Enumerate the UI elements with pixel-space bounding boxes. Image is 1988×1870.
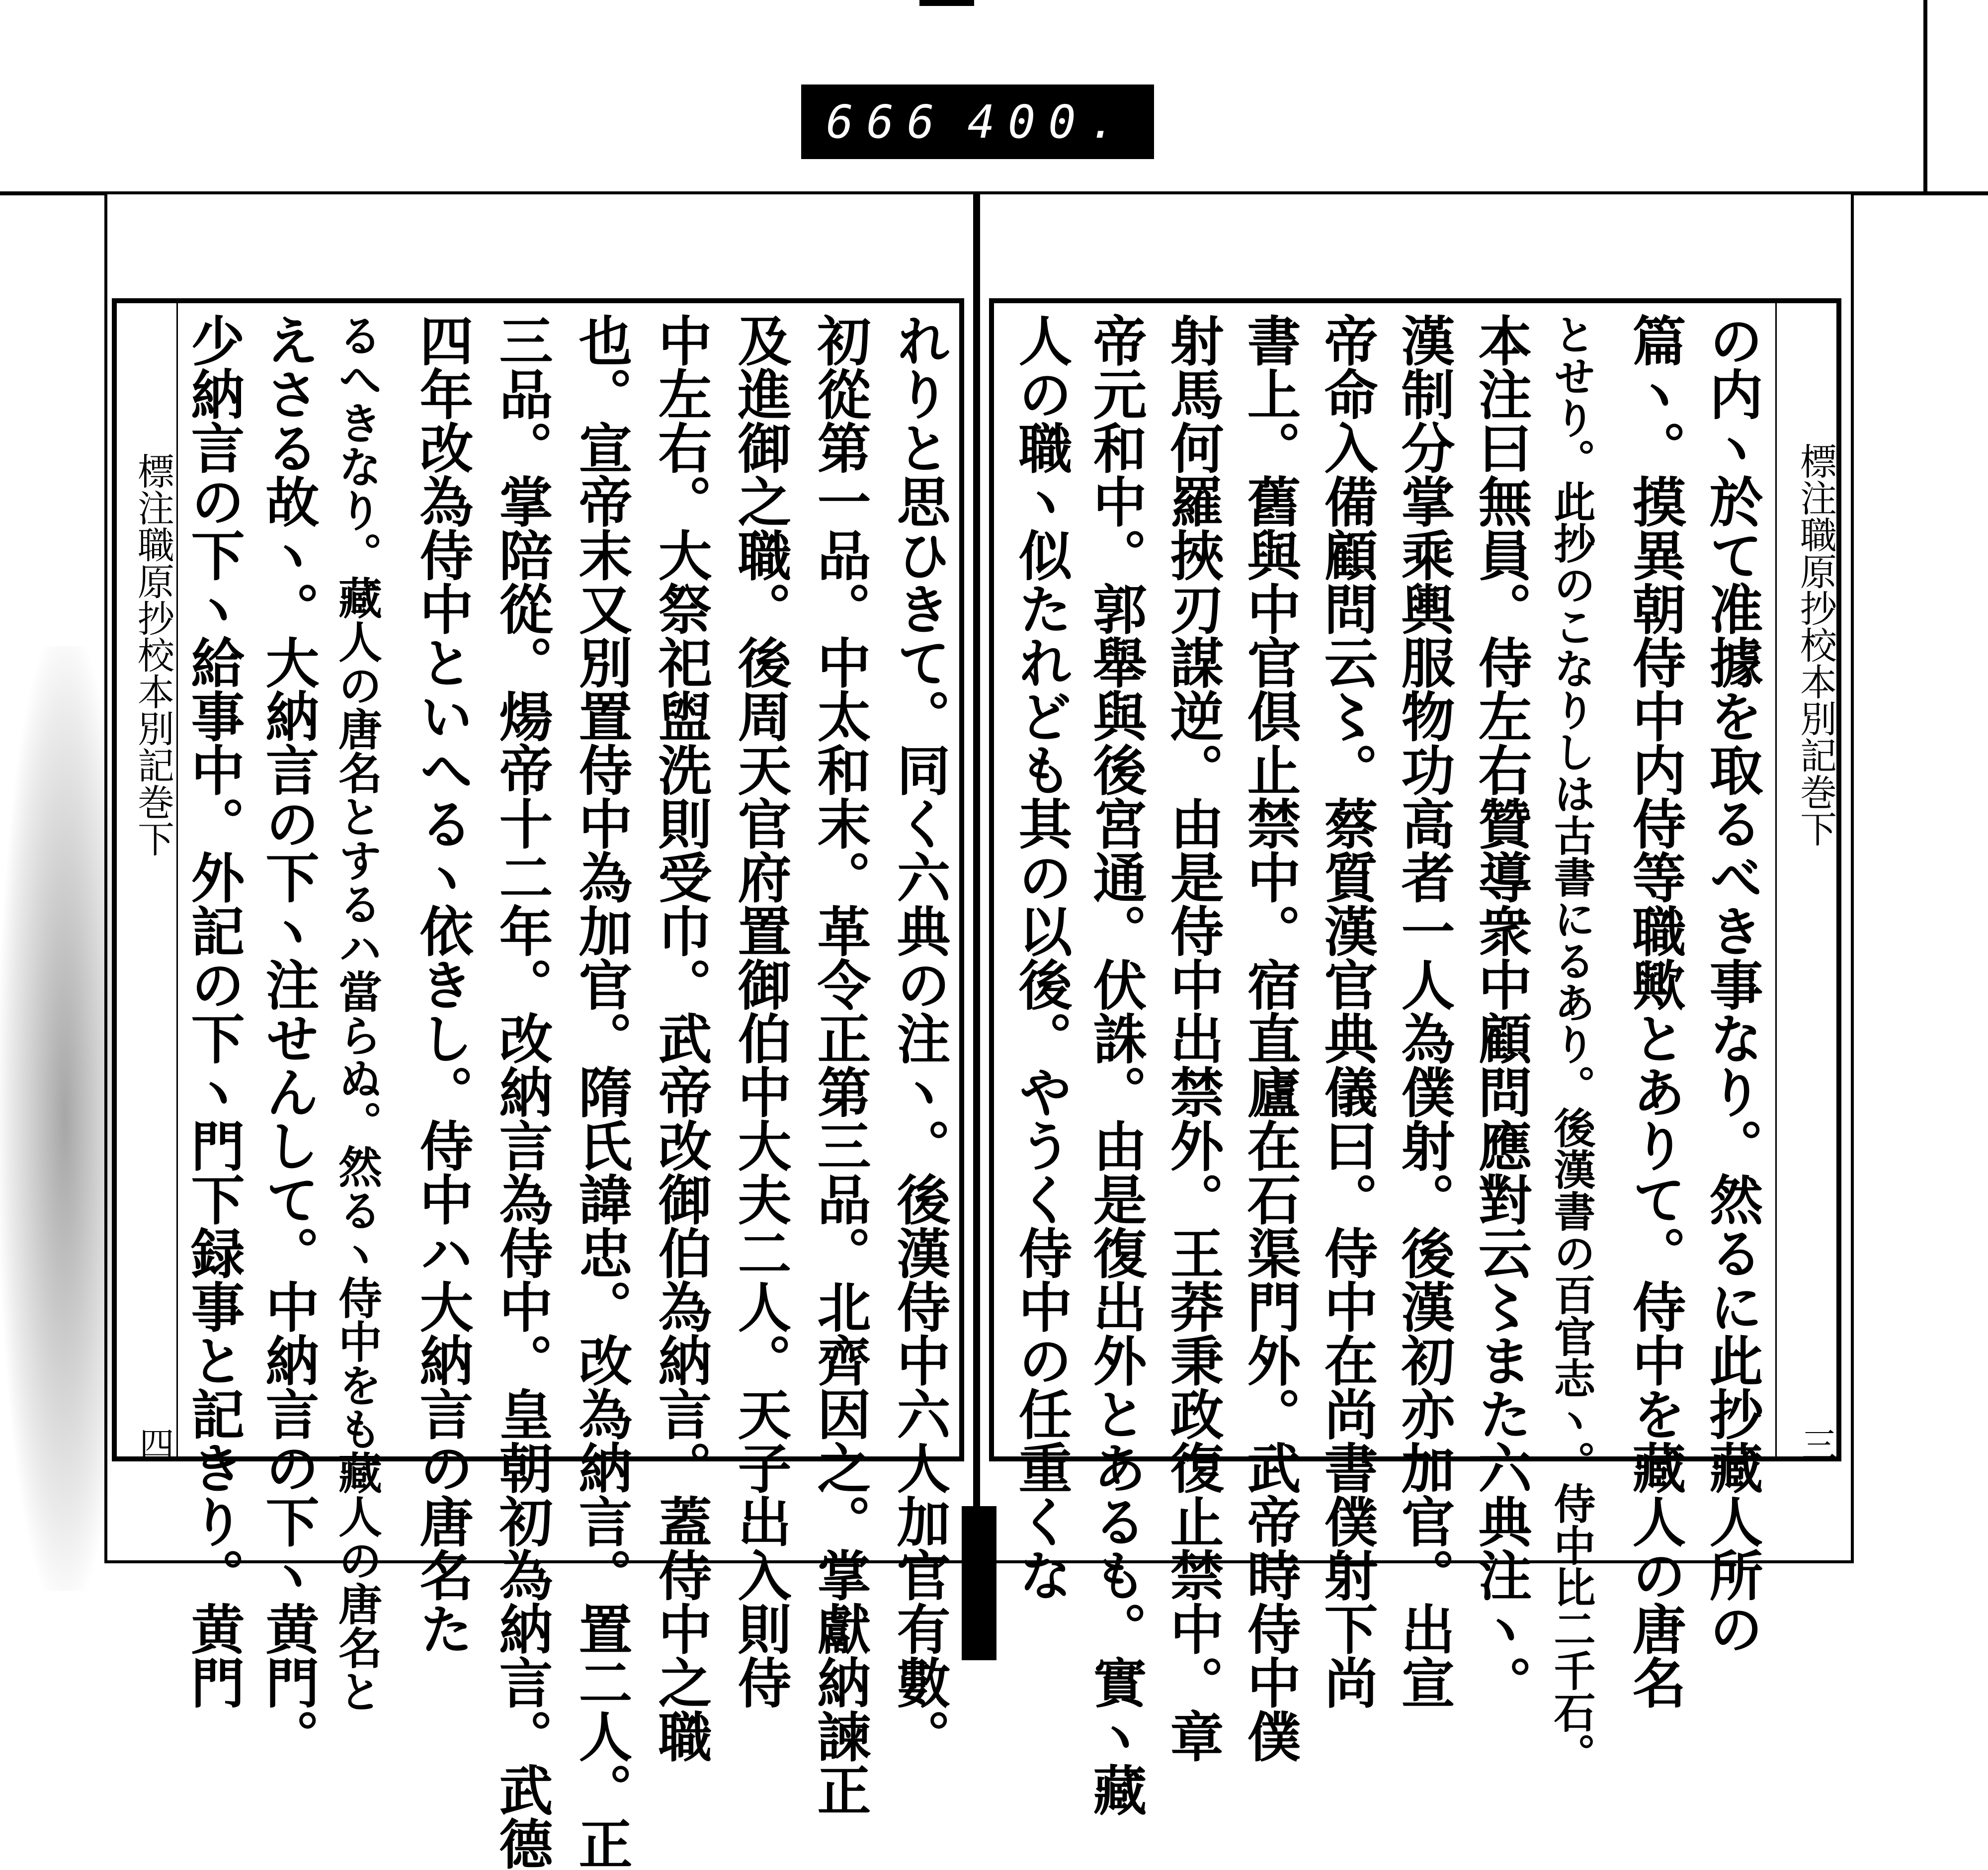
right-col-3: とせり。此抄のこなりしは古書にるあり。後漢書の百官志ヽ。侍中比二千石。 [1547,313,1596,1775]
right-col-1: の内ヽ於て准據を取るべき事なり。然るに此抄藏人所の [1700,313,1763,1655]
right-col-9: 帝元和中。郭舉與後宮通。伏誅。由是復出外とあるも。實ヽ藏 [1084,313,1147,1816]
right-col-8: 射馬何羅挾刃謀逆。由是侍中出禁外。王莽秉政復止禁中。章 [1161,313,1224,1763]
spine-shadow [962,1506,996,1660]
right-col-4: 本注曰無員。侍左右贊導衆中顧問應對云〻また六典注ヽ。 [1469,313,1532,1709]
top-tab-mark [919,0,974,6]
scanner-edge-line-right [1923,0,1927,195]
book-gutter [973,191,980,1573]
left-col-5: 也。宣帝末又別置侍中為加官。隋氏諱忠。改為納言。置二人。正 [570,313,632,1870]
page-number-badge [801,85,1154,159]
left-col-8: るへきなり。藏人の唐名とするハ當らぬ。然るヽ侍中をも藏人の唐名と [331,313,383,1713]
right-col-10: 人の職ヽ似たれども其の以後。やうく侍中の任重くな [1009,313,1072,1602]
left-col-6: 三品。掌陪從。煬帝十二年。改納言為侍中。皇朝初為納言。武德 [490,313,553,1870]
left-col-1: れりと思ひきて。同く六典の注ヽ。後漢侍中六人加官有數。 [888,313,950,1763]
left-col-9: えさる故ヽ。大納言の下ヽ注せんして。中納言の下ヽ黄門。 [256,313,319,1763]
right-folio: 三 [1796,1427,1837,1461]
left-col-2: 初從第一品。中太和末。革令正第三品。北齊因之。掌獻納諫正 [808,313,871,1816]
right-col-7: 書上。舊與中官倶止禁中。宿直廬在石渠門外。武帝時侍中僕 [1238,313,1301,1763]
scan-smudge [0,646,129,1591]
badge-right-number: 400. [967,95,1129,149]
left-col-10: 少納言の下ヽ給事中。外記の下ヽ門下録事と記きり。黄門 [182,313,245,1709]
left-running-head: 標注職原抄校本別記巻下 [132,452,174,857]
right-col-6: 帝命入備顧問云〻。蔡質漢官典儀曰。侍中在尚書僕射下尚 [1315,313,1378,1709]
left-folio: 四 [134,1427,174,1461]
right-running-head: 標注職原抄校本別記巻下 [1794,442,1837,847]
right-page-frame [989,298,1841,1816]
left-page-frame [112,298,964,1870]
left-col-4: 中左右。大祭祀盥洗則受巾。武帝改御伯為納言。蓋侍中之職 [649,313,712,1763]
badge-left-number: 666 [826,95,948,149]
right-col-5: 漢制分掌乘輿服物功高者一人為僕射。後漢初亦加官。出宣 [1392,313,1455,1709]
left-col-3: 及進御之職。後周天官府置御伯中大夫二人。天子出入則侍 [729,313,791,1709]
right-col-2: 篇ヽ。摸異朝侍中内侍等職歟とありて。侍中を藏人の唐名 [1623,313,1686,1709]
left-col-7: 四年改為侍中といへるヽ依きし。侍中ハ大納言の唐名た [411,313,473,1655]
